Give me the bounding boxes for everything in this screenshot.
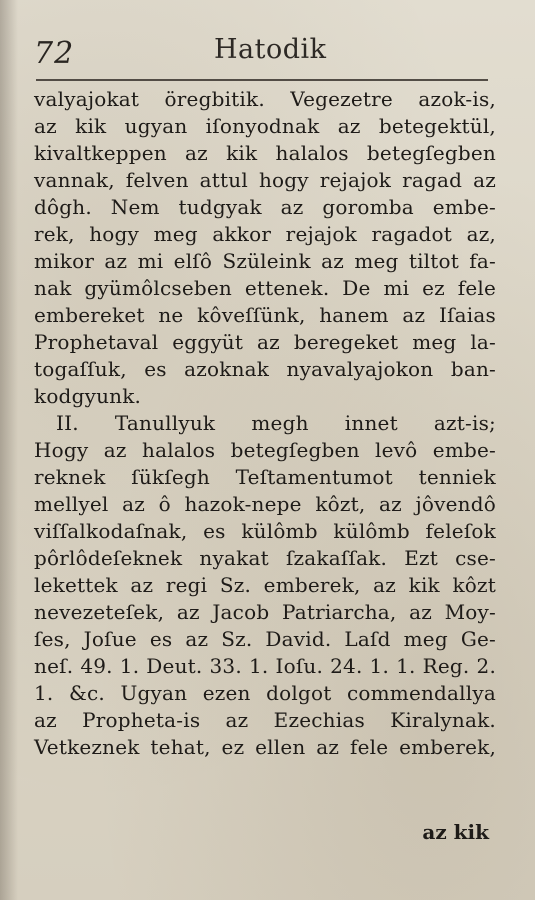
text-line: rek, hogy meg akkor rejajok ragadot az, [34, 222, 496, 246]
text-line: togaſſuk, es azoknak nyavalyajokon ban- [34, 357, 496, 381]
text-line: valyajokat öregbitik. Vegezetre azok-is, [34, 87, 496, 111]
text-line: dôgh. Nem tudgyak az goromba embe- [34, 195, 496, 219]
text-line: vannak, felven attul hogy rejajok ragad az [34, 168, 496, 192]
text-line: kivaltkeppen az kik halalos betegſegben [34, 141, 496, 165]
page-gutter-shadow [0, 0, 18, 900]
text-line: reknek ſükſegh Teſtamentumot tenniek [34, 465, 496, 489]
text-line: viſſalkodaſnak, es külômb külômb feleſok [34, 519, 496, 543]
running-head [34, 34, 490, 78]
header-rule [36, 79, 488, 81]
text-line: Vetkeznek tehat, ez ellen az fele emberek, [34, 735, 496, 759]
text-line: kodgyunk. [34, 384, 142, 408]
text-line: Prophetaval eggyüt az beregeket meg la- [34, 330, 496, 354]
text-line: az kik ugyan iſonyodnak az betegektül, [34, 114, 496, 138]
text-line: mikor az mi elſô Szüleink az meg tiltot fa- [34, 249, 496, 273]
text-line: nak gyümôlcseben ettenek. De mi ez fele [34, 276, 496, 300]
text-line: II. Tanullyuk megh innet azt-is; [56, 411, 496, 435]
text-line: nevezeteſek, az Jacob Patriarcha, az Moy- [34, 600, 496, 624]
text-line: pôrlôdeſeknek nyakat ſzakaſſak. Ezt cse- [34, 546, 496, 570]
text-line: 1. &c. Ugyan ezen dolgot commendallya [34, 681, 496, 705]
text-line: mellyel az ô hazok-nepe kôzt, az jôvendô [34, 492, 496, 516]
text-line: neſ. 49. 1. Deut. 33. 1. Ioſu. 24. 1. 1. Reg. 2. [34, 654, 496, 678]
text-line: az Propheta-is az Ezechias Kiralynak. [34, 708, 496, 732]
page-number: 72 [34, 36, 75, 71]
text-line: lekettek az regi Sz. emberek, az kik kôzt [34, 573, 496, 597]
text-line: ſes, Joſue es az Sz. David. Laſd meg Ge- [34, 627, 496, 651]
catchword: az kik [422, 820, 489, 844]
text-line: Hogy az halalos betegſegben levô embe- [34, 438, 496, 462]
body-text [34, 86, 496, 761]
text-line: embereket ne kôveſſünk, hanem az Iſaias [34, 303, 496, 327]
running-title: Hatodik [214, 34, 327, 65]
